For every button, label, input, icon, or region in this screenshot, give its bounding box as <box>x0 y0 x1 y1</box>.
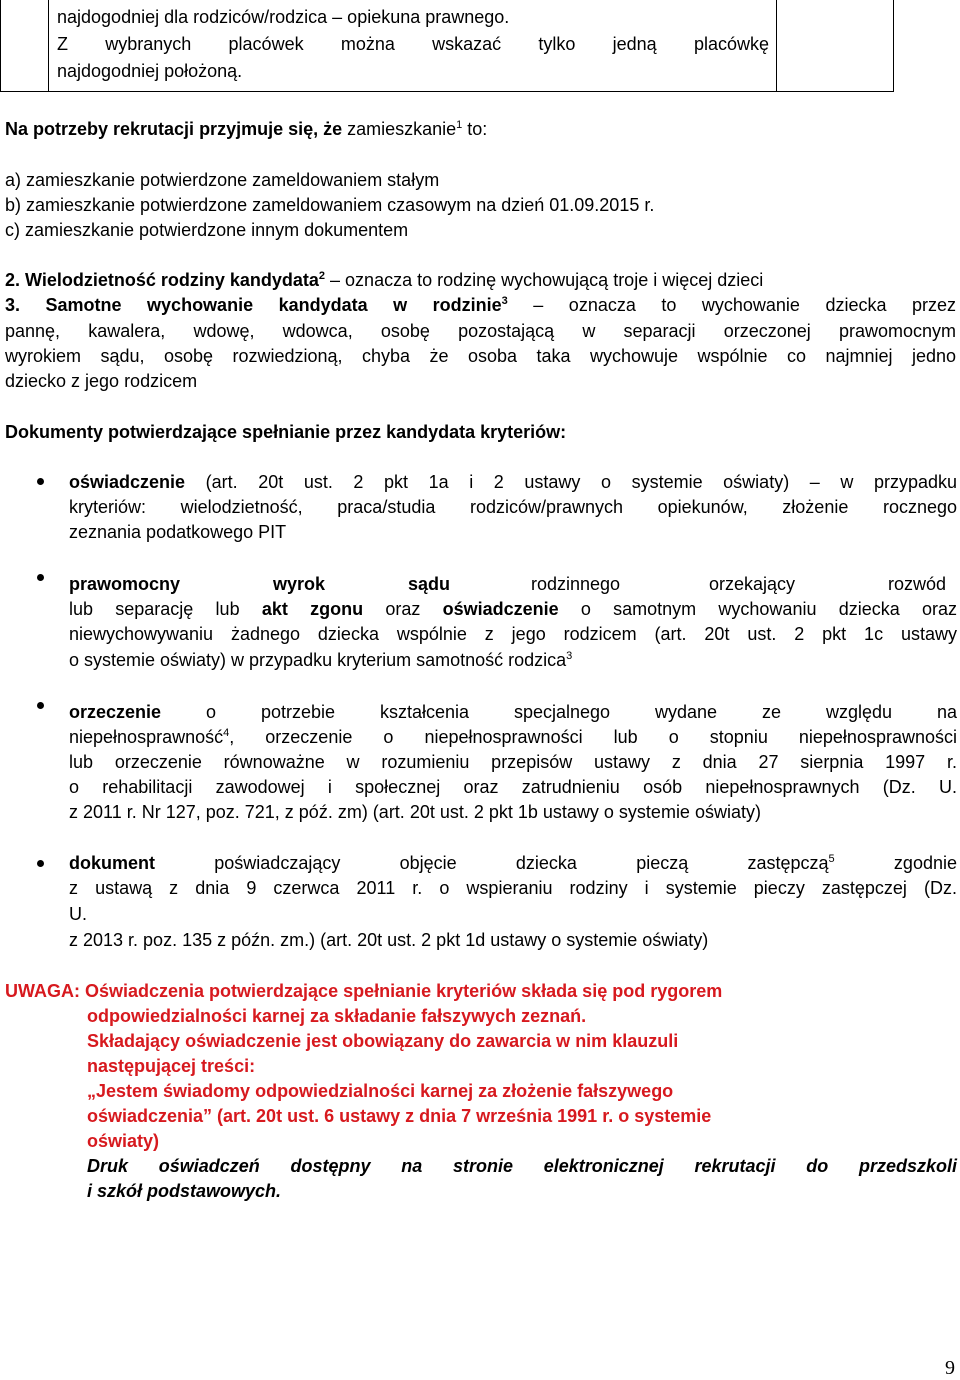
page-number: 9 <box>945 1357 955 1379</box>
doc-item-2-line: niewychowywaniu żadnego dziecka wspólnie z jego rodzicem (art. 20t ust. 2 pkt 1c ustawy <box>69 624 957 644</box>
bullet-icon <box>37 702 44 709</box>
doc-item-2-line: lub separację lub akt zgonu oraz oświadczenie o samotnym wychowaniu dziecka oraz <box>69 599 957 619</box>
residence-item-b: b) zamieszkanie potwierdzone zameldowaniem czasowym na dzień 01.09.2015 r. <box>5 195 655 215</box>
doc-item-2-line: o systemie oświaty) w przypadku kryterium samotność rodzica$^3$ <box>69 650 573 670</box>
warning-line: „Jestem świadomy odpowiedzialności karnej za złożenie fałszywego <box>87 1081 674 1101</box>
doc-item-1-line: zeznania podatkowego PIT <box>69 522 287 542</box>
doc-item-3: orzeczenie o potrzebie kształcenia specjalnego wydane ze względu na <box>69 702 957 722</box>
warning-line: oświadczenia” (art. 20t ust. 6 ustawy z dnia 7 września 1991 r. o systemie <box>87 1106 712 1126</box>
warning-line: UWAGA: Oświadczenia potwierdzające spełnianie kryteriów składa się pod rygorem <box>5 981 723 1001</box>
doc-item-3-line: niepełnosprawność$^4$, orzeczenie o niepełnosprawności lub o stopniu niepełnosprawności <box>69 727 957 747</box>
doc-item-4: dokument poświadczający objęcie dziecka pieczą zastępczą$^5$ zgodnie <box>69 853 957 873</box>
table-line: Z wybranych placówek można wskazać tylko jedną placówkę <box>57 34 769 54</box>
doc-item-4-line: z 2013 r. poz. 135 z późn. zm.) (art. 20t ust. 2 pkt 1d ustawy o systemie oświaty) <box>69 930 709 950</box>
definition-3-line: wyrokiem sądu, osobę rozwiedzioną, chyba że osoba taka wychowuje wspólnie co najmniej jedno <box>5 346 956 366</box>
residence-heading: Na potrzeby rekrutacji przyjmuje się, że zamieszkanie$^1$ to: <box>5 119 488 139</box>
doc-item-1-line: kryteriów: wielodzietność, praca/studia rodziców/prawnych opiekunów, złożenie rocznego <box>69 497 957 517</box>
warning-line: następującej treści: <box>87 1056 256 1076</box>
table-line: najdogodniej położoną. <box>57 61 243 81</box>
doc-item-3-line: z 2011 r. Nr 127, poz. 721, z póź. zm) (art. 20t ust. 2 pkt 1b ustawy o systemie oświaty) <box>69 802 761 822</box>
documents-heading: Dokumenty potwierdzające spełnianie przez kandydata kryteriów: <box>5 422 567 442</box>
warning-line: odpowiedzialności karnej za składanie fałszywych zeznań. <box>87 1006 587 1026</box>
definition-3: 3. Samotne wychowanie kandydata w rodzinie$^3$ – oznacza to wychowanie dziecka przez <box>5 295 957 315</box>
doc-item-3-line: o rehabilitacji zawodowej i społecznej oraz zatrudnieniu osób niepełnosprawnych (Dz. U. <box>69 777 957 797</box>
doc-item-1: oświadczenie (art. 20t ust. 2 pkt 1a i 2 ustawy o systemie oświaty) – w przypadku <box>69 472 957 492</box>
warning-line: oświaty) <box>87 1131 160 1151</box>
notice-line: Druk oświadczeń dostępny na stronie elektronicznej rekrutacji do przedszkoli <box>87 1156 957 1176</box>
bullet-icon <box>37 860 44 867</box>
residence-item-c: c) zamieszkanie potwierdzone innym dokumentem <box>5 220 409 240</box>
notice-line: i szkół podstawowych. <box>87 1181 282 1201</box>
bullet-icon <box>37 478 44 485</box>
doc-item-4-line: U. <box>69 904 87 924</box>
residence-item-a: a) zamieszkanie potwierdzone zameldowaniem stałym <box>5 170 440 190</box>
warning-line: Składający oświadczenie jest obowiązany do zawarcia w nim klauzuli <box>87 1031 679 1051</box>
table-line: najdogodniej dla rodziców/rodzica – opiekuna prawnego. <box>57 7 510 27</box>
definition-3-line: dziecko z jego rodzicem <box>5 371 198 391</box>
bullet-icon <box>37 574 44 581</box>
doc-item-3-line: lub orzeczenie równoważne w rozumieniu przepisów ustawy z dnia 27 sierpnia 1997 r. <box>69 752 957 772</box>
definition-2: 2. Wielodzietność rodziny kandydata$^2$ – oznacza to rodzinę wychowującą troje i więcej dzieci <box>5 270 764 290</box>
definition-3-line: pannę, kawalera, wdowę, wdowca, osobę pozostającą w separacji orzeczonej prawomocnym <box>5 321 956 341</box>
table-divider <box>48 0 49 91</box>
table-divider <box>776 0 777 91</box>
doc-item-4-line: z ustawą z dnia 9 czerwca 2011 r. o wspieraniu rodziny i systemie pieczy zastępczej (Dz. <box>69 878 957 898</box>
